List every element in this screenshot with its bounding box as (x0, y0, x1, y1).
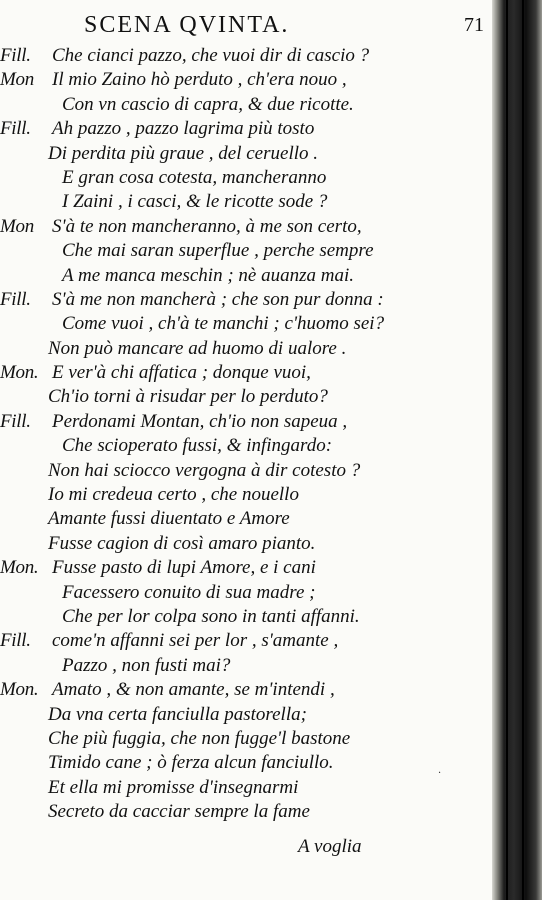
speaker-label: Mon. (0, 679, 39, 701)
verse-text: Io mi credeua certo , che nouello (48, 484, 299, 506)
verse-line (0, 239, 480, 263)
verse-line (0, 556, 480, 580)
verse-text: Che cianci pazzo, che vuoi dir di cascio ? (52, 45, 370, 66)
verse-text: Che scioperato fussi, & infingardo: (62, 435, 333, 457)
verse-line (0, 44, 480, 68)
verse-text: Non hai sciocco vergogna à dir cotesto ? (48, 459, 361, 481)
verse-text: Il mio Zaino hò perduto , ch'era nouo , (52, 69, 347, 91)
verse-line (0, 459, 480, 483)
verse-text: Facessero conuito di sua madre ; (62, 581, 316, 603)
verse-text: Che più fuggia, che non fugge'l bastone (48, 727, 351, 749)
speaker-label: Mon (0, 69, 34, 91)
verse-text: Pazzo , non fusti mai? (62, 654, 231, 676)
verse-line (0, 629, 480, 653)
verse-text: E gran cosa cotesta, mancheranno (62, 166, 327, 188)
spine-edge-line (506, 0, 508, 900)
verse-line (0, 532, 480, 556)
verse-line (0, 727, 480, 751)
speaker-label: Fill. (0, 288, 31, 310)
verse-line (0, 385, 480, 409)
catchword: A voglia (298, 836, 362, 857)
speaker-label: Mon. (0, 362, 39, 384)
verse-line (0, 581, 480, 605)
verse-line (0, 434, 480, 458)
verse-text: Che per lor colpa sono in tanti affanni. (62, 605, 360, 627)
verse-text: Ah pazzo , pazzo lagrima più tosto (52, 118, 315, 140)
verse-text: Fusse cagion di così amaro pianto. (48, 532, 316, 554)
verse-line (0, 703, 480, 727)
verse-text: Con vn cascio di capra, & due ricotte. (62, 93, 354, 115)
verse-line (0, 751, 480, 775)
verse-line (0, 800, 480, 824)
verse-text: Di perdita più graue , del ceruello . (48, 142, 318, 164)
verse-text: Come vuoi , ch'à te manchi ; c'huomo sei? (62, 313, 385, 335)
verse-line (0, 264, 480, 288)
verse-line (0, 678, 480, 702)
verse-text: come'n affanni sei per lor , s'amante , (52, 630, 339, 652)
verse-text: E ver'à chi affatica ; donque vuoi, (52, 362, 311, 384)
verse-line (0, 288, 480, 312)
speaker-label: Fill. (0, 410, 31, 432)
verse-line (0, 654, 480, 678)
verse-text: Non può mancare ad huomo di ualore . (48, 337, 347, 359)
verse-text: Timido cane ; ò ferza alcun fanciullo. (48, 752, 334, 774)
verse-line (0, 410, 480, 434)
verse-line (0, 93, 480, 117)
verse-text: Da vna certa fanciulla pastorella; (48, 703, 307, 725)
speaker-label: Mon. (0, 557, 39, 579)
speaker-label: Fill. (0, 45, 31, 66)
spine-edge-line (522, 0, 524, 900)
verse-text: Amante fussi diuentato e Amore (48, 508, 290, 530)
running-title: SCENA QVINTA. (84, 12, 290, 38)
verse-line (0, 215, 480, 239)
verse-text: S'à me non mancherà ; che son pur donna : (52, 288, 384, 310)
speaker-label: Mon (0, 215, 34, 237)
verse-line (0, 68, 480, 92)
verse-line (0, 190, 480, 214)
verse-line (0, 776, 480, 800)
book-spine (492, 0, 542, 900)
verse-line (0, 117, 480, 141)
speaker-label: Fill. (0, 118, 31, 140)
verse-line (0, 142, 480, 166)
speaker-label: Fill. (0, 630, 31, 652)
verse-text: Ch'io torni à risudar per lo perduto? (48, 386, 328, 408)
verse-text: Et ella mi promisse d'insegnarmi (48, 776, 299, 798)
verse-line (0, 337, 480, 361)
verse-line (0, 361, 480, 385)
verse-text: I Zaini , i casci, & le ricotte sode ? (62, 191, 328, 213)
verse-text: Secreto da cacciar sempre la fame (48, 801, 310, 823)
verse-text: Che mai saran superflue , perche sempre (62, 240, 374, 262)
verse-text: S'à te non mancheranno, à me son certo, (52, 215, 362, 237)
verse-text: Fusse pasto di lupi Amore, e i cani (52, 557, 316, 579)
verse-line (0, 483, 480, 507)
verse-line (0, 605, 480, 629)
verse-text: Perdonami Montan, ch'io non sapeua , (52, 410, 348, 432)
verse-block (0, 44, 480, 825)
page-number: 71 (464, 14, 484, 36)
verse-line (0, 312, 480, 336)
page-header (84, 12, 484, 40)
verse-text: Amato , & non amante, se m'intendi , (52, 679, 335, 701)
verse-line (0, 166, 480, 190)
verse-line (0, 507, 480, 531)
verse-text: A me manca meschin ; nè auanza mai. (62, 264, 354, 286)
ink-speck: · (438, 768, 442, 779)
